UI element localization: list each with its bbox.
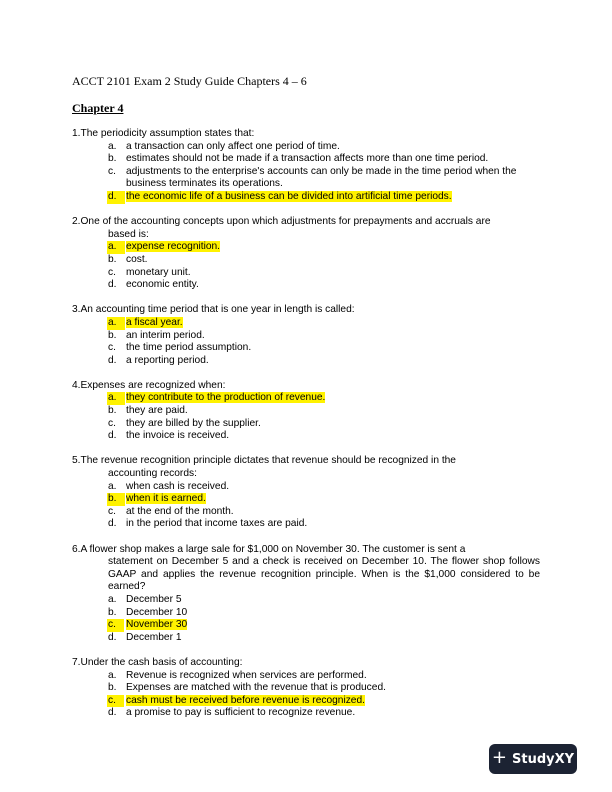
- option-a: a. when cash is received.: [108, 480, 230, 492]
- option-a-highlighted: a. a fiscal year.: [108, 316, 183, 328]
- option-b: b. an interim period.: [108, 329, 205, 341]
- question-6: [72, 544, 540, 645]
- stem-text: 6.A flower shop makes a large sale for $1,000 on November 30. The customer is sent a: [72, 543, 466, 555]
- option-a-highlighted: a. they contribute to the production of revenue.: [108, 392, 326, 404]
- question-stem: [72, 304, 540, 317]
- stem-text: 7.Under the cash basis of accounting:: [72, 656, 243, 668]
- question-stem: [72, 657, 540, 670]
- question-stem: [72, 128, 540, 141]
- stem-text: 2.One of the accounting concepts upon which adjustments for prepayments and accruals are: [72, 216, 491, 228]
- option-c-highlighted: c. November 30: [108, 619, 188, 631]
- question-5: [72, 455, 540, 531]
- question-1: [72, 128, 540, 204]
- question-stem: [72, 216, 540, 241]
- option-c: c. adjustments to the enterprise's accounts can only be made in the time period when the business terminates its operations.: [108, 165, 517, 190]
- stem-continuation: statement on December 5 and a check is received on December 10. The flower shop follows GAAP and applies the revenue recognition principle. When is the $1,000 considered to be earned?: [108, 556, 540, 593]
- question-7: [72, 657, 540, 720]
- option-d: d. a reporting period.: [108, 354, 209, 366]
- question-stem: [72, 544, 540, 594]
- option-b: b. December 10: [108, 606, 188, 618]
- option-c: c. monetary unit.: [108, 266, 191, 278]
- option-b-highlighted: b. when it is earned.: [108, 493, 206, 505]
- stem-text: 1.The periodicity assumption states that:: [72, 128, 255, 139]
- option-b: b. estimates should not be made if a transaction affects more than one time period.: [108, 153, 489, 165]
- badge-label: StudyXY: [512, 751, 575, 767]
- question-stem: [72, 380, 540, 393]
- option-c: c. they are billed by the supplier.: [108, 417, 261, 429]
- option-b: b. they are paid.: [108, 405, 188, 417]
- question-4: [72, 380, 540, 443]
- stem-text: 4.Expenses are recognized when:: [72, 379, 226, 391]
- option-c: c. at the end of the month.: [108, 505, 234, 517]
- question-list: [72, 128, 540, 733]
- option-a: a. Revenue is recognized when services are performed.: [108, 669, 367, 681]
- option-d: d. economic entity.: [108, 279, 199, 291]
- stem-continuation: based is:: [108, 228, 149, 240]
- option-b: b. cost.: [108, 253, 148, 265]
- question-stem: [72, 455, 540, 480]
- option-d-highlighted: d. the economic life of a business can be divided into artificial time periods.: [108, 190, 452, 202]
- stem-text: 3.An accounting time period that is one year in length is called:: [72, 304, 355, 316]
- option-a: a. a transaction can only affect one period of time.: [108, 140, 340, 152]
- option-d: d. the invoice is received.: [108, 430, 230, 442]
- option-c-highlighted: c. cash must be received before revenue is recognized.: [108, 694, 365, 706]
- option-c: c. the time period assumption.: [108, 342, 252, 354]
- option-d: d. December 1: [108, 631, 182, 643]
- option-b: b. Expenses are matched with the revenue that is produced.: [108, 682, 386, 694]
- plus-icon: +: [491, 747, 508, 768]
- option-a-highlighted: a. expense recognition.: [108, 241, 221, 253]
- studyxy-badge[interactable]: [489, 744, 577, 774]
- stem-continuation: accounting records:: [108, 468, 197, 480]
- question-3: [72, 304, 540, 367]
- question-2: [72, 216, 540, 292]
- option-d: d. in the period that income taxes are paid.: [108, 518, 308, 530]
- chapter-heading: Chapter 4: [72, 101, 124, 115]
- stem-text: 5.The revenue recognition principle dictates that revenue should be recognized in the: [72, 455, 456, 467]
- option-a: a. December 5: [108, 593, 182, 605]
- document-title: ACCT 2101 Exam 2 Study Guide Chapters 4 – 6: [72, 74, 307, 88]
- option-d: d. a promise to pay is sufficient to recognize revenue.: [108, 707, 356, 719]
